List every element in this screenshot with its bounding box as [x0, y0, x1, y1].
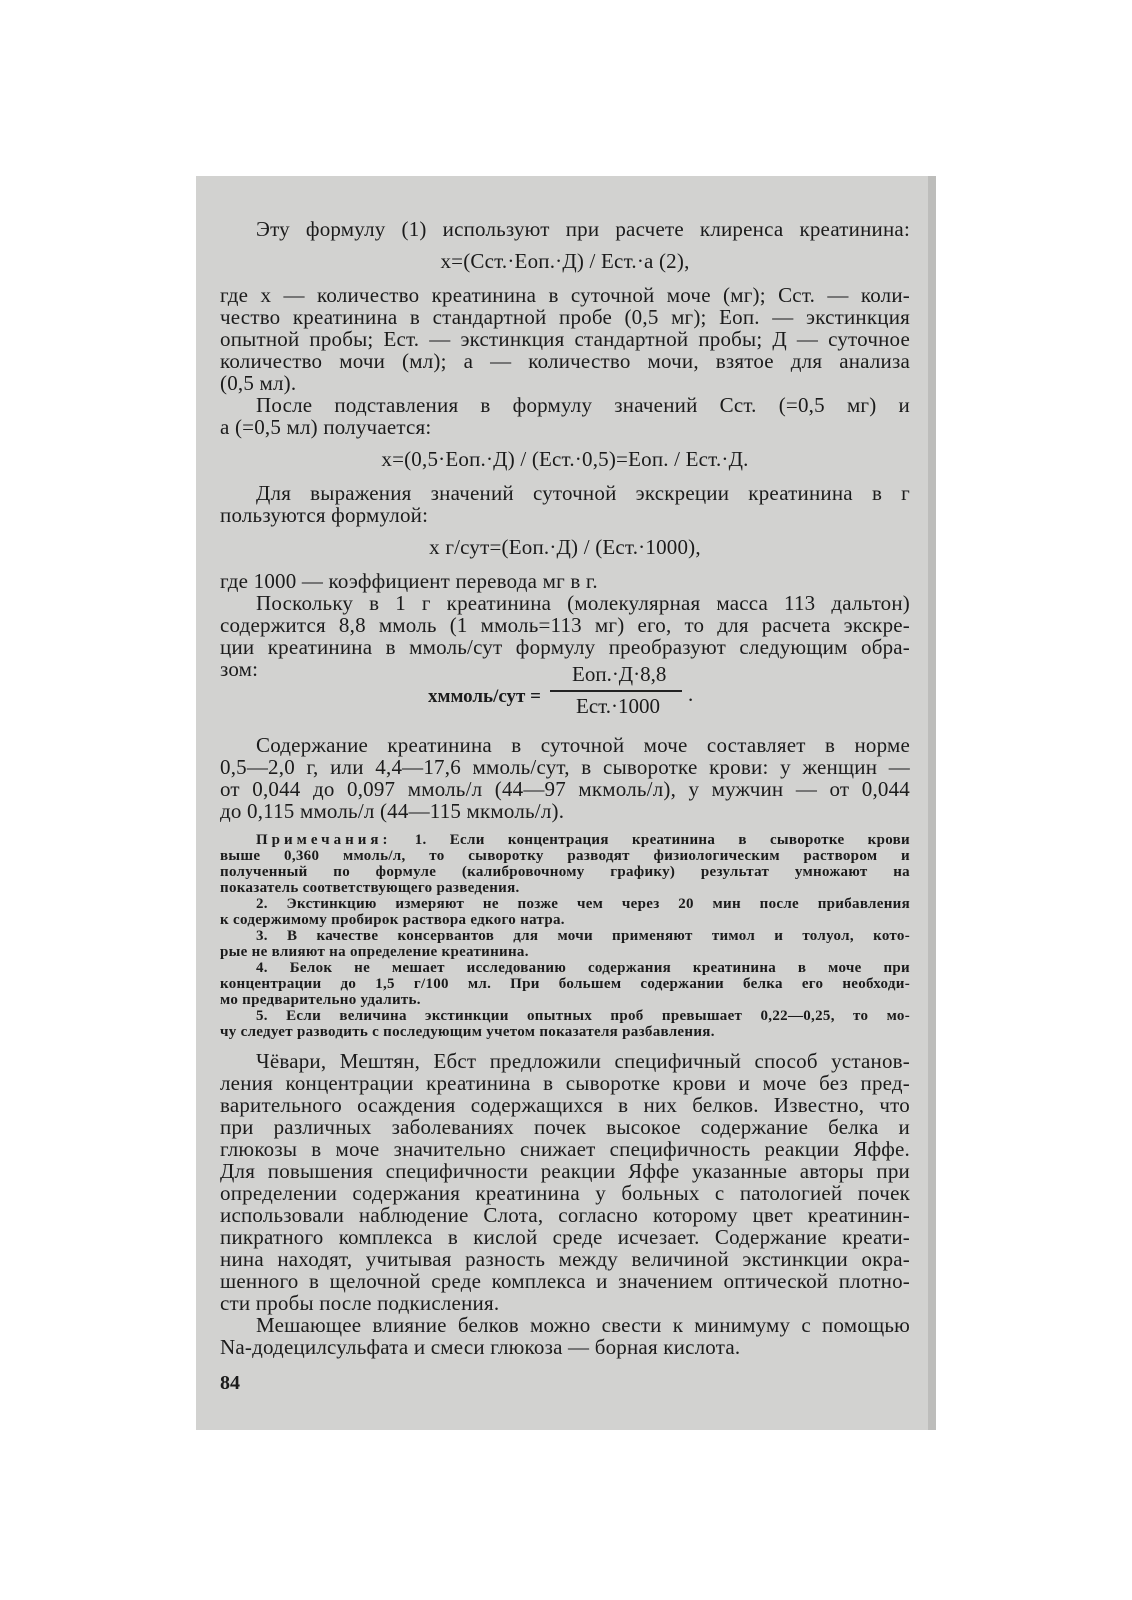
text-line: где 1000 — коэффициент перевода мг в г.	[220, 569, 598, 593]
text-line: количество мочи (мл); a — количество мочи, взятое для анализа	[220, 349, 910, 373]
notes-heading: Примечания:	[256, 832, 392, 848]
text-line: Для повышения специфичности реакции Яффе указанные авторы при	[220, 1159, 910, 1183]
text-line: Мешающее влияние белков можно свести к минимуму с помощью	[256, 1313, 910, 1337]
text-line: пикратного комплекса в кислой среде исчезает. Содержание креати-	[220, 1225, 910, 1249]
text-line: зом:	[220, 657, 259, 681]
formula-label: xммоль/сут =	[428, 686, 541, 707]
note-line: полученный по формуле (калибровочному графику) результат умножают на	[220, 864, 910, 880]
text-line: Содержание креатинина в суточной моче составляет в норме	[256, 733, 910, 757]
text-line: ции креатинина в ммоль/сут формулу преобразуют следующим обра-	[220, 635, 910, 659]
text-line: нина находят, учитывая разность между величиной экстинкции окра-	[220, 1247, 910, 1271]
text-line: Для выражения значений суточной экскреции креатинина в г	[256, 481, 910, 505]
text-line: определении содержания креатинина у больных с патологией почек	[220, 1181, 910, 1205]
page-number: 84	[220, 1372, 240, 1394]
text-line: сти пробы после подкисления.	[220, 1291, 500, 1315]
text-line: (0,5 мл).	[220, 371, 297, 395]
note-line: 3. В качестве консервантов для мочи применяют тимол и толуол, кото-	[256, 928, 910, 944]
formula-numerator: Eоп.·Д·8,8	[572, 662, 667, 686]
text-line: содержится 8,8 ммоль (1 ммоль=113 мг) его, то для расчета экскре-	[220, 613, 910, 637]
text-line: шенного в щелочной среде комплекса и значением оптической плотно-	[220, 1269, 910, 1293]
formula-denominator: Eст.·1000	[576, 694, 660, 718]
text-line: от 0,044 до 0,097 ммоль/л (44—97 мкмоль/л), у мужчин — от 0,044	[220, 777, 910, 801]
text-line: a (=0,5 мл) получается:	[220, 415, 432, 439]
note-line: 4. Белок не мешает исследованию содержания креатинина в моче при	[256, 960, 910, 976]
note-line: чу следует разводить с последующим учетом показателя разбавления.	[220, 1024, 715, 1040]
text-line: варительного осаждения содержащихся в них белков. Известно, что	[220, 1093, 910, 1117]
formula-line: x=(0,5·Eоп.·Д) / (Eст.·0,5)=Eоп. / Eст.·Д.	[381, 447, 749, 471]
note-line: 2. Экстинкцию измеряют не позже чем через 20 мин после прибавления	[256, 896, 910, 912]
text-line: чество креатинина в стандартной пробе (0,5 мг); Eоп. — экстинкция	[220, 305, 910, 329]
note-line	[256, 832, 910, 848]
note-line: 5. Если величина экстинкции опытных проб превышает 0,22—0,25, то мо-	[256, 1008, 910, 1024]
text-line: Поскольку в 1 г креатинина (молекулярная масса 113 дальтон)	[256, 591, 910, 615]
note-line: к содержимому пробирок раствора едкого натра.	[220, 912, 565, 928]
text-line: глюкозы в моче значительно снижает специфичность реакции Яффе.	[220, 1137, 910, 1161]
text-line: где x — количество креатинина в суточной моче (мг); Cст. — коли-	[220, 283, 910, 307]
note-line: выше 0,360 ммоль/л, то сыворотку разводят физиологическим раствором и	[220, 848, 910, 864]
formula-line: x г/сут=(Eоп.·Д) / (Eст.·1000),	[429, 535, 701, 559]
formula-line: x=(Cст.·Eоп.·Д) / Eст.·a (2),	[440, 249, 690, 273]
scanned-page	[196, 176, 936, 1430]
note-line: рые не влияют на определение креатинина.	[220, 944, 529, 960]
text-line: пользуются формулой:	[220, 503, 429, 527]
text-line: После подставления в формулу значений Cст. (=0,5 мг) и	[256, 393, 910, 417]
text-line: Na-додецилсульфата и смеси глюкоза — борная кислота.	[220, 1335, 741, 1359]
text-line: ления концентрации креатинина в сыворотке крови и моче без пред-	[220, 1071, 910, 1095]
fraction-bar	[550, 690, 682, 692]
note-line: концентрации до 1,5 г/100 мл. При большем содержании белка его необходи-	[220, 976, 910, 992]
text-line: использовали наблюдение Слота, согласно которому цвет креатинин-	[220, 1203, 910, 1227]
note-line: мо предварительно удалить.	[220, 992, 421, 1008]
text-line: 0,5—2,0 г, или 4,4—17,6 ммоль/сут, в сыворотке крови: у женщин —	[220, 755, 910, 779]
formula-end: .	[688, 682, 694, 706]
text-line: опытной пробы; Eст. — экстинкция стандартной пробы; Д — суточное	[220, 327, 910, 351]
text-line: Эту формулу (1) используют при расчете клиренса креатинина:	[256, 217, 910, 241]
text-line: до 0,115 ммоль/л (44—115 мкмоль/л).	[220, 799, 565, 823]
text-line: Чёвари, Мештян, Ебст предложили специфичный способ установ-	[256, 1049, 910, 1073]
text-line: при различных заболеваниях почек высокое содержание белка и	[220, 1115, 910, 1139]
note-text: 1. Если концентрация креатинина в сыворотке крови	[414, 832, 910, 848]
note-line: показатель соответствующего разведения.	[220, 880, 520, 896]
